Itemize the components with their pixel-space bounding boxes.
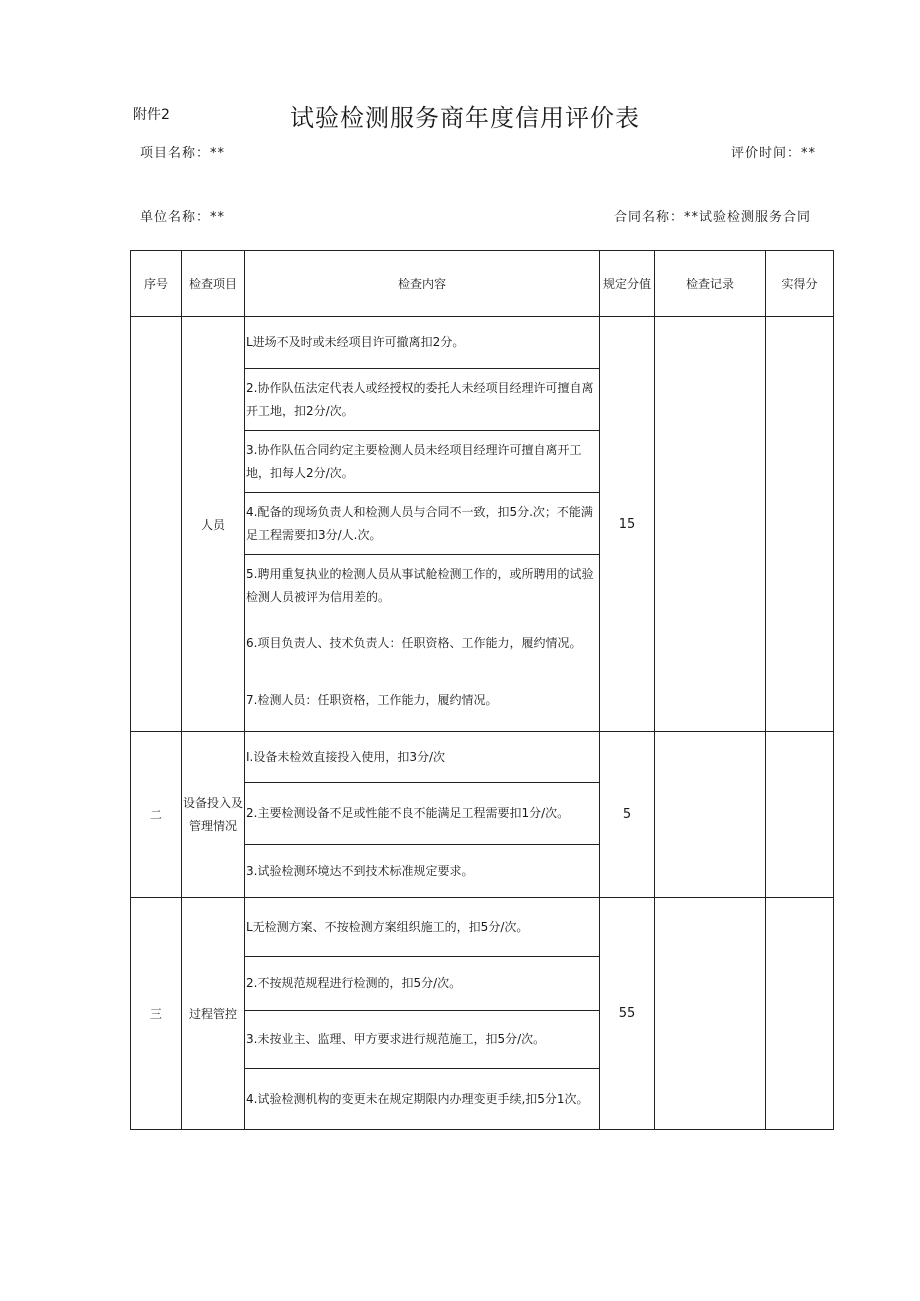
item-cell: 过程管控 <box>182 898 245 1130</box>
page-title: 试验检测服务商年度信用评价表 <box>290 104 640 132</box>
content-item: 4.试验检测机构的变更未在规定期限内办理变更手续,扣5分1次。 <box>246 1091 589 1106</box>
content-item: 3.未按业主、监理、甲方要求进行规范施工，扣5分/次。 <box>245 1011 599 1069</box>
col-header-score: 规定分值 <box>600 251 655 317</box>
col-header-actual: 实得分 <box>766 251 834 317</box>
content-item: L无检测方案、不按检测方案组织施工的，扣5分/次。 <box>245 898 599 957</box>
col-header-seq: 序号 <box>131 251 182 317</box>
table-row <box>131 317 834 732</box>
evaluation-table <box>130 250 834 1130</box>
item-cell: 人员 <box>182 317 245 732</box>
score-cell: 15 <box>600 317 655 732</box>
content-item: 3.试验检测环境达不到技术标准规定要求。 <box>246 863 474 878</box>
col-header-item: 检查项目 <box>182 251 245 317</box>
col-header-record: 检查记录 <box>655 251 766 317</box>
score-cell: 5 <box>600 732 655 898</box>
table-row <box>131 732 834 898</box>
content-item: L进场不及时或未经项目许可撤离扣2分。 <box>245 317 599 369</box>
seq-cell: 三 <box>131 898 182 1130</box>
content-item: I.设备未检效直接投入使用，扣3分/次 <box>245 732 599 783</box>
actual-cell <box>766 898 834 1130</box>
item-cell: 设备投入及管理情况 <box>182 732 245 898</box>
table-row <box>131 898 834 1130</box>
col-header-content: 检查内容 <box>245 251 600 317</box>
content-cell <box>245 317 600 732</box>
project-name: 项目名称：** <box>140 146 226 161</box>
actual-cell <box>766 317 834 732</box>
content-item: 2.协作队伍法定代表人或经授权的委托人未经项目经理许可擅自离开工地，扣2分/次。 <box>245 369 599 431</box>
unit-name: 单位名称：** <box>140 210 226 225</box>
content-item: 2.不按规范规程进行检测的，扣5分/次。 <box>245 957 599 1011</box>
attachment-label: 附件2 <box>133 107 170 123</box>
eval-time: 评价时间：** <box>731 146 817 161</box>
score-cell: 55 <box>600 898 655 1130</box>
content-item: 7.检测人员：任职资格，工作能力，履约情况。 <box>246 692 498 707</box>
actual-cell <box>766 732 834 898</box>
contract-name: 合同名称：**试验检测服务合同 <box>614 210 812 225</box>
record-cell <box>655 732 766 898</box>
content-item: 3.协作队伍合同约定主要检测人员未经项目经理许可擅自离开工地，扣每人2分/次。 <box>245 431 599 493</box>
content-item: 6.项目负责人、技术负责人：任职资格、工作能力，履约情况。 <box>246 635 582 650</box>
record-cell <box>655 898 766 1130</box>
content-cell <box>245 732 600 898</box>
content-item: 5.聘用重复执业的检测人员从事试舱检测工作的，或所聘用的试验检测人员被评为信用差的。 <box>246 567 594 604</box>
seq-cell <box>131 317 182 732</box>
content-cell <box>245 898 600 1130</box>
seq-cell: 二 <box>131 732 182 898</box>
record-cell <box>655 317 766 732</box>
content-item: 2.主要检测设备不足或性能不良不能满足工程需要扣1分/次。 <box>245 783 599 845</box>
content-item: 4.配备的现场负责人和检测人员与合同不一致，扣5分.次；不能满足工程需要扣3分/人.次。 <box>245 493 599 555</box>
table-header-row <box>131 251 834 317</box>
